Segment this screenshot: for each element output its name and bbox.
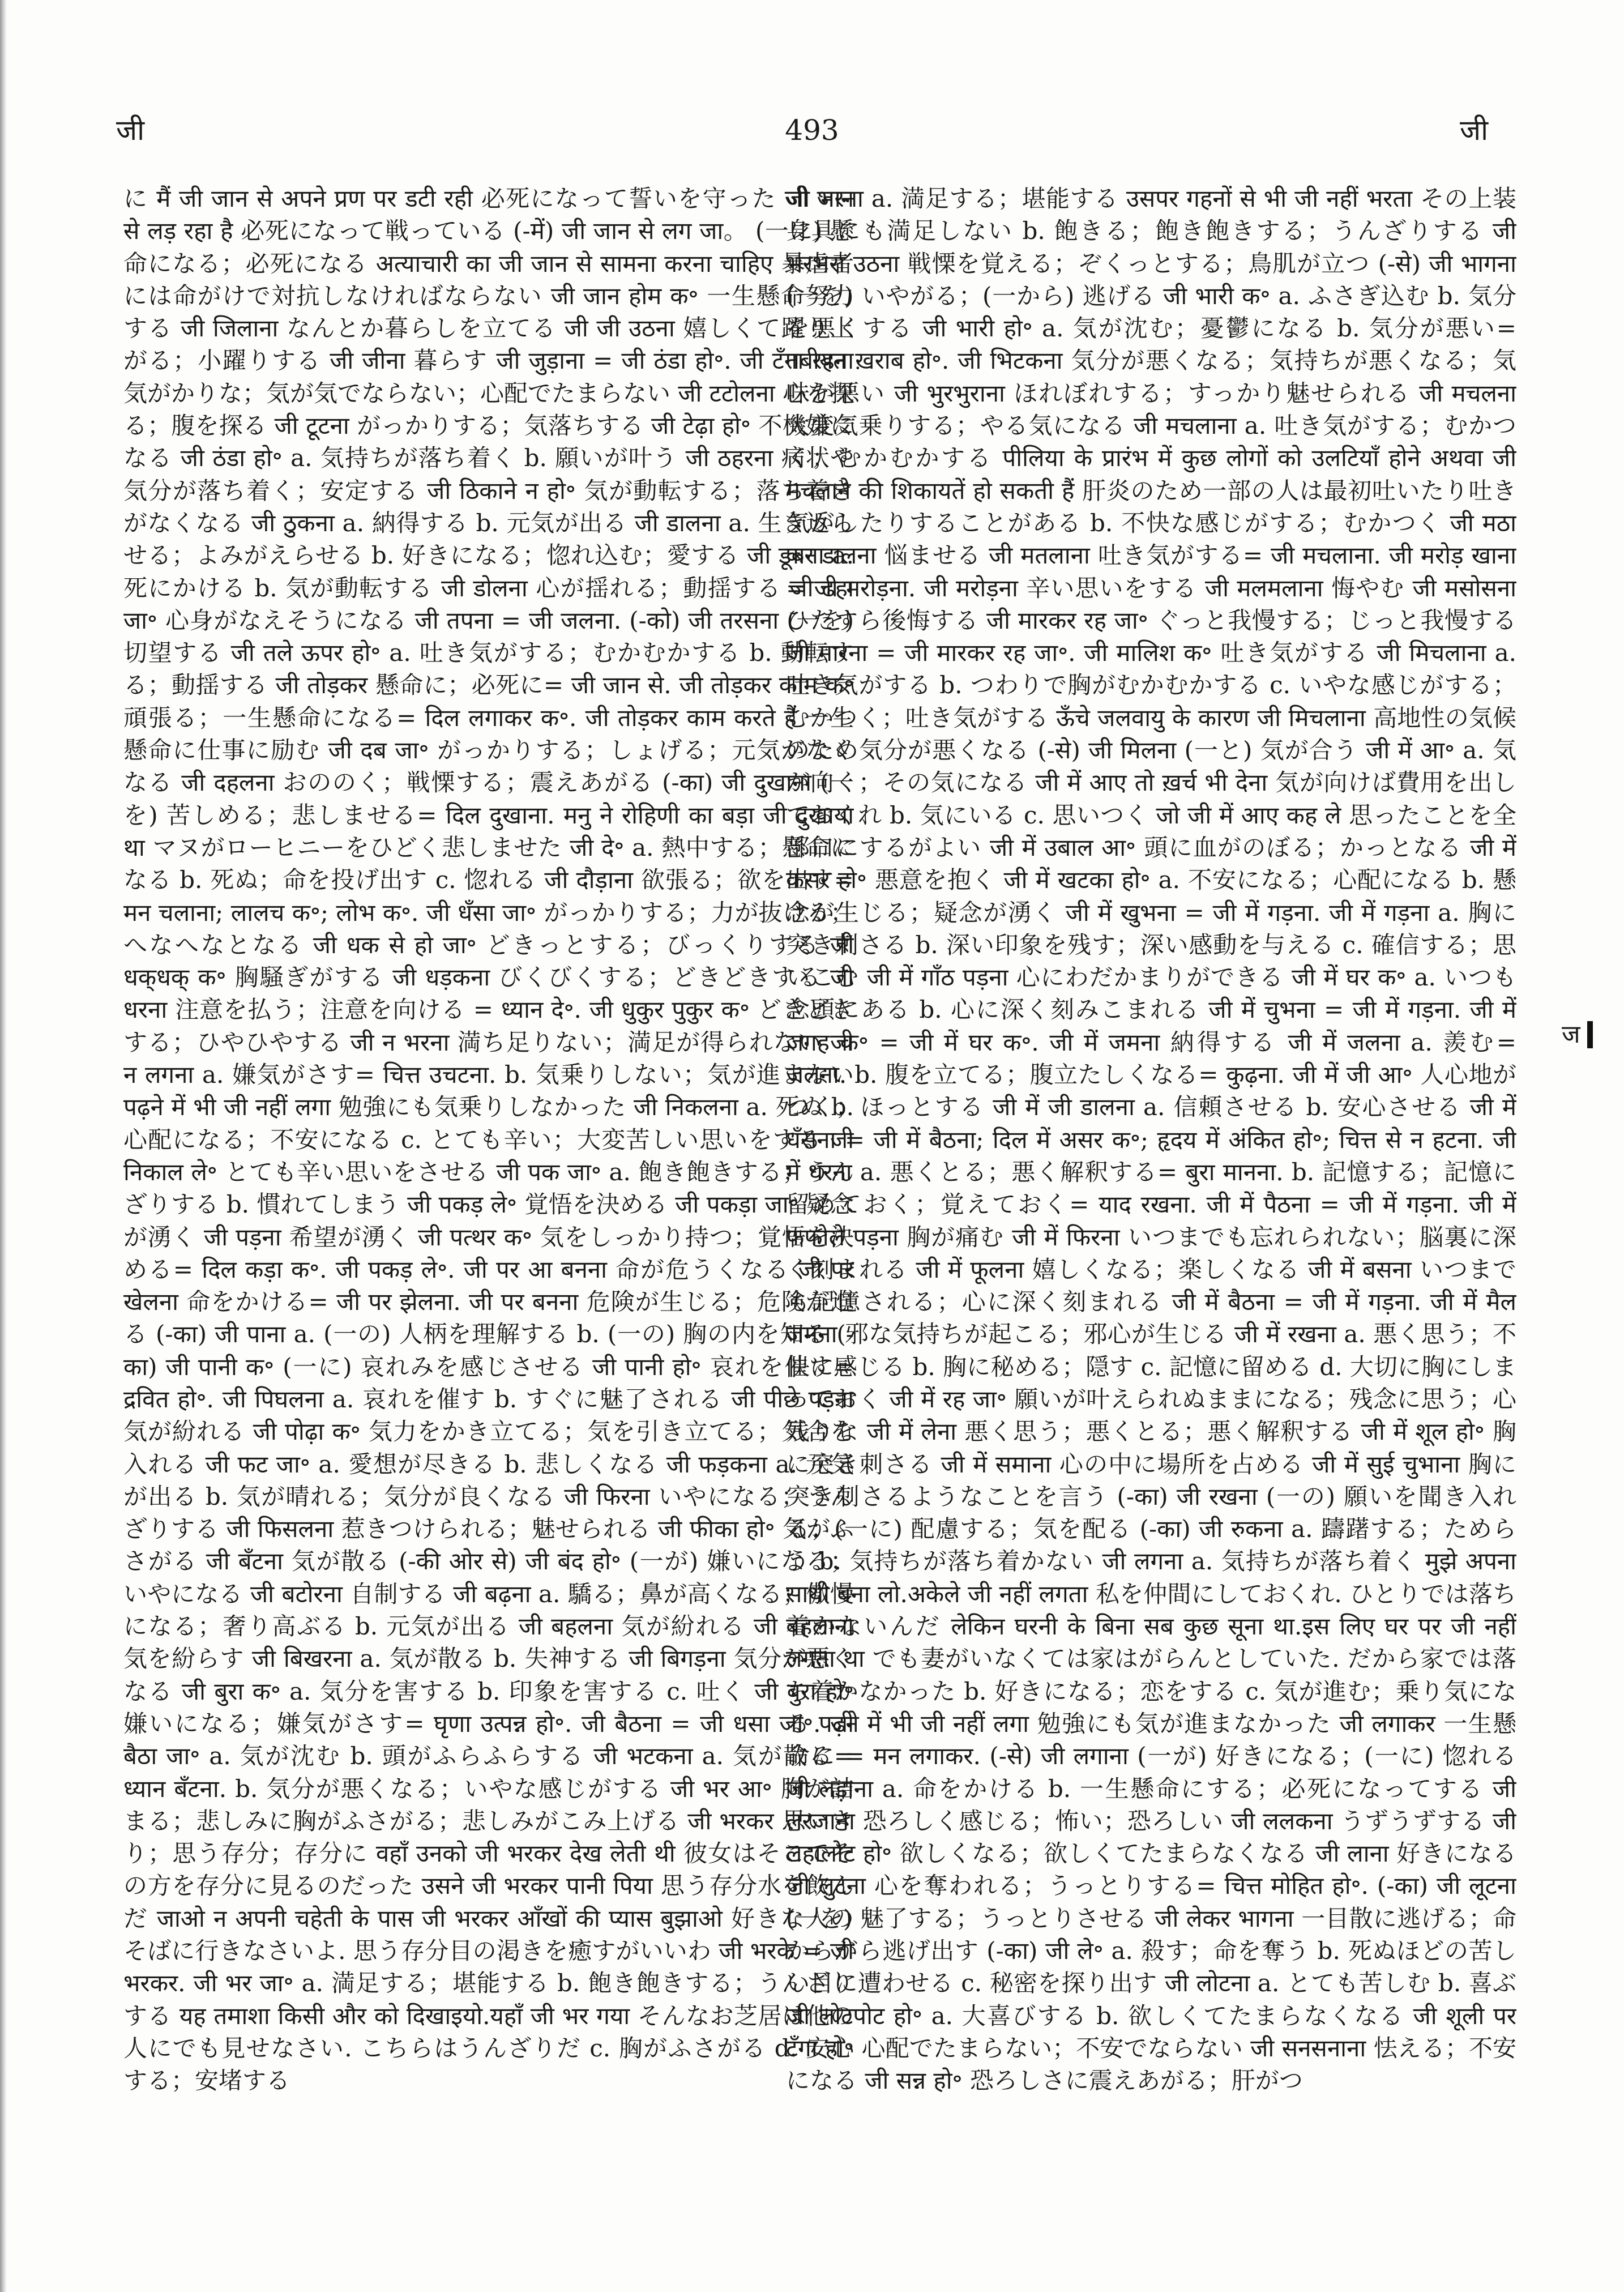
left-column	[123, 182, 854, 2272]
left-guide-word: जी	[116, 114, 145, 147]
page-binding-edge	[0, 0, 7, 2292]
right-column	[786, 182, 1516, 2272]
page-number: 493	[785, 114, 839, 147]
left-column-text: に मैं जी जान से अपने प्रण पर डटी रही 必死になって誓いを守った जी जान से लड़ रहा है 必死になって戦っている (-में) जी जान से लग जा。 (一に) 懸命になる；必死になる अत्याचारी का जी जान से सामना करना चाहिए 暴虐者には命がけで対抗しなければならない जी जान होम क॰ 一生懸命努力する जी जिलाना なんとか暮らしを立てる जी जी उठना 嬉しくて躍り上がる；小躍りする जी जीना 暮らす जी जुड़ाना = जी ठंडा हो॰. जी टँगा रहना 気がかりな；気が気でならない；心配でたまらない जी टटोलना 心を探る；腹を探る जी टूटना がっかりする；気落ちする जी टेढ़ा हो॰ 不機嫌になる जी ठंडा हो॰ a. 気持ちが落ち着く b. 願いが叶う जी ठहरना 病状や気分が落ち着く；安定する जी ठिकाने न हो॰ 気が動転する；落ち着きがなくなる जी ठुकना a. 納得する b. 元気が出る जी डालना a. 生き返らせる；よみがえらせる b. 好きになる；惚れ込む；愛する जी डूबना a. 死にかける b. 気が動転する जी डोलना 心が揺れる；動揺する जी ढहा जा॰ 心身がなえそうになる जी तपना = जी जलना. (-को) जी तरसना (一を) 切望する जी तले ऊपर हो॰ a. 吐き気がする；むかむかする b. 動転する；動揺する जी तोड़कर 懸命に；必死に= जी जान से. जी तोड़कर काम क॰ 頑張る；一生懸命になる= दिल लगाकर क॰. जी तोड़कर काम करते हैं 一生懸命に仕事に励む जी दब जा॰ がっかりする；しょげる；元気がなくなる जी दहलना おののく；戦慄する；震えあがる (-का) जी दुखाना (一を) 苦しめる；悲しませる= दिल दुखाना. मनु ने रोहिणी का बड़ा जी दुखाया था マヌがローヒニーをひどく悲しませた जी दे॰ a. 熱中する；懸命になる b. 死ぬ；命を投げ出す c. 惚れる जी दौड़ाना 欲張る；欲を出す= मन चलाना; लालच क॰; लोभ क॰. जी धँसा जा॰ がっかりする；力が抜ける；へなへなとなる जी धक से हो जा॰ どきっとする；びっくりする जी धक्‌धक् क॰ 胸騒ぎがする जी धड़कना びくびくする；どきどきする जी धरना 注意を払う；注意を向ける = ध्यान दे॰. जी धुकुर पुकुर क॰ どきどきする；ひやひやする जी न भरना 満ち足りない；満足が得られない जी न लगना a. 嫌気がさす= चित्त उचटना. b. 気乗りしない；気が進まない पढ़ने में भी जी नहीं लगा 勉強にも気乗りしなかった जी निकलना a. 死ぬ b. 心配になる；不安になる c. とても辛い；大変苦しい思いをする जी निकाल ले॰ とても辛い思いをさせる जी पक जा॰ a. 飽き飽きする；うんざりする b. 慣れてしまう जी पकड़ ले॰ 覚悟を決める जी पकड़ा जा॰ 疑念が湧く जी पड़ना 希望が湧く जी पत्थर क॰ 気をしっかり持つ；覚悟を決める= दिल कड़ा क॰. जी पकड़ ले॰. जी पर आ बनना 命が危うくなる जी पर खेलना 命をかける= जी पर झेलना. जी पर बनना 危険が生じる；危険が迫る (-का) जी पाना a. (一の) 人柄を理解する b. (一の) 胸の内を知る (-का) जी पानी क॰ (一に) 哀れみを感じさせる जी पानी हो॰ 哀れを催す= द्रवित हो॰. जी पिघलना a. 哀れを催す b. すぐに魅了される जी पीछे पड़ना 気が紛れる जी पोढ़ा क॰ 気力をかき立てる；気を引き立てる；気合を入れる जी फट जा॰ a. 愛想が尽きる b. 悲しくなる जी फड़कना a. 元気が出る b. 気が晴れる；気分が良くなる जी फिरना いやになる；うんざりする जी फिसलना 惹きつけられる；魅せられる जी फीका हो॰ 気がふさがる जी बँटना 気が散る (-की ओर से) जी बंद हो॰ (一が) 嫌いになる；いやになる जी बटोरना 自制する जी बढ़ना a. 驕る；鼻が高くなる；傲慢になる；奢り高ぶる b. 元気が出る जी बहलना 気が紛れる जी बहलाना 気を紛らす जी बिखरना a. 気が散る b. 失神する जी बिगड़ना 気分が悪くなる जी बुरा क॰ a. 気分を害する b. 印象を害する c. 吐く जी बुरा हो॰ 嫌いになる；嫌気がさす= घृणा उत्पन्न हो॰. जी बैठना = जी धसा जा॰. जी बैठा जा॰ a. 気が沈む b. 頭がふらふらする जी भटकना a. 気が散る= ध्यान बँटना. b. 気分が悪くなる；いやな感じがする जी भर आ॰ 胸が詰まる；悲しみに胸がふさがる；悲しみがこみ上げる जी भरकर 思いきり；思う存分；存分に वहाँ उनको जी भरकर देख लेती थी 彼女はそこでその方を存分に見るのだった उसने जी भरकर पानी पिया 思う存分水を飲んだ जाओ न अपनी चहेती के पास जी भरकर आँखों की प्यास बुझाओ 好きな人のそばに行きなさいよ. 思う存分目の渇きを癒すがいいわ जी भरके = जी भरकर. जी भर जा॰ a. 満足する；堪能する b. 飽き飽きする；うんざりする यह तमाशा किसी और को दिखाइयो.यहाँ जी भर गया そんなお芝居は他の人にでも見せなさい. こちらはうんざりだ c. 胸がふさがる d. 安心する；安堵する	[123, 185, 854, 2095]
right-guide-word: जी	[1460, 114, 1489, 147]
thumb-index-letter: ज	[1562, 1020, 1580, 1049]
right-column-text: जी भरना a. 満足する；堪能する उसपर गहनों से भी जी नहीं भरता その上装身具にも満足しない b. 飽きる；飽き飽きする；うんざりする जी भरभरा उठना 戦慄を覚える；ぞくっとする；鳥肌が立つ (-से) जी भागना (一を) いやがる；(一から) 逃げる जी भारी क॰ a. ふさぎ込む b. 気分を悪くする जी भारी हो॰ a. 気が沈む；憂鬱になる b. 気分が悪い= तबीयत ख़राब हो॰. जी भिटकना 気分が悪くなる；気持ちが悪くなる；気味が悪い जी भुरभुराना ほれぼれする；すっかり魅せられる जी मचलना 大変気乗りする；やる気になる जी मचलाना a. 吐き気がする；むかつく；むかむかする पीलिया के प्रारंभ में कुछ लोगों को उलटियाँ होने अथवा जी मचलाने की शिकायतें हो सकती हैं 肝炎のため一部の人は最初吐いたり吐き気がしたりすることがある b. 不快な感じがする；むかつく जी मठा कर डालना 悩ませる जी मतलाना 吐き気がする= जी मचलाना. जी मरोड़ खाना = जी मरोड़ना. जी मरोड़ना 辛い思いをする जी मलमलाना 悔やむ जी मसोसना ひたすら後悔する जी मारकर रह जा॰ ぐっと我慢する；じっと我慢する जी मारना = जी मारकर रह जा॰. जी मालिश क॰ 吐き気がする जी मिचलाना a. 吐き気がする b. つわりで胸がむかむかする c. いやな感じがする；むかつく；吐き気がする ऊँचे जलवायु के कारण जी मिचलाना 高地性の気候のため気分が悪くなる (-से) जी मिलना (一と) 気が合う जी में आ॰ a. 気が向く；その気になる जी में आए तो ख़र्च भी देना 気が向けば費用を出しておくれ b. 気にいる c. 思いつく जो जी में आए कह ले 思ったことを全部口にするがよい जी में उबाल आ॰ 頭に血がのぼる；かっとなる जी में कसर हो॰ 悪意を抱く जी में खटका हो॰ a. 不安になる；心配になる b. 懸念が生じる；疑念が湧く जी में खुभना = जी में गड़ना. जी में गड़ना a. 胸に突き刺さる b. 深い印象を残す；深い感動を与える c. 確信する；思いこむ जी में गाँठ पड़ना 心にわだかまりができる जी में घर क॰ a. いつも念頭にある b. 心に深く刻みこまれる जी में चुभना = जी में गड़ना. जी में जगह क॰ = जी में घर क॰. जी में जमना 納得する जी में जलना a. 羨む= जलना. b. 腹を立てる；腹立たしくなる= कुढ़ना. जी में जी आ॰ 人心地がつく；ほっとする जी में जी डालना a. 信頼させる b. 安心させる जी में धँसना = जी में बैठना; दिल में असर क॰; हृदय में अंकित हो॰; चित्त से न हटना. जी में धरना a. 悪くとる；悪く解釈する= बुरा मानना. b. 記憶する；記憶に留めておく；覚えておく= याद रखना. जी में पैठना = जी में गड़ना. जी में फफोले पड़ना 胸が痛む जी में फिरना いつまでも忘れられない；脳裏に深く刻まれる जी में फूलना 嬉しくなる；楽しくなる जी में बसना いつまでも記憶される；心に深く刻まれる जी में बैठना = जी में गड़ना. जी में मैल जमना 邪な気持ちが起こる；邪心が生じる जी में रखना a. 悪く思う；不快に感じる b. 胸に秘める；隠す c. 記憶に留める d. 大切に胸にしまっておく जी में रह जा॰ 願いが叶えられぬままになる；残念に思う；心残りな जी में लेना 悪く思う；悪くとる；悪く解釈する जी में शूल हो॰ 胸に突き刺さる जी में समाना 心の中に場所を占める जी में सुई चुभाना 胸に突き刺さるようなことを言う (-का) जी रखना (一の) 願いを聞き入れる；(一に) 配慮する；気を配る (-का) जी रुकना a. 躊躇する；ためらう b. 気持ちが落ち着かない जी लगना a. 気持ちが落ち着く मुझे अपना साथी बना लो.अकेले जी नहीं लगता 私を仲間にしておくれ. ひとりでは落ち着かないんだ लेकिन घरनी के बिना सब कुछ सूना था.इस लिए घर पर जी नहीं लगता था でも妻がいなくては家はがらんとしていた. だから家では落ち着かなかった b. 好きになる；恋をする c. 気が進む；乗り気になる पढ़ने में भी जी नहीं लगा 勉強にも気が進まなかった जी लगाकर 一生懸命に = मन लगाकर. (-से) जी लगाना (一が) 好きになる；(一に) 惚れる जी लड़ाना a. 命をかける b. 一生懸命にする；必死になってする जी लरजाना 恐ろしく感じる；怖い；恐ろしい जी ललकना うずうずする जी लहालोट हो॰ 欲しくなる；欲しくてたまらなくなる जी लाना 好きになる जी लुटना 心を奪われる；うっとりする= चित्त मोहित हो॰. (-का) जी लूटना (一を) 魅了する；うっとりさせる जी लेकर भागना 一目散に逃げる；命からがら逃げ出す (-का) जी ले॰ a. 殺す；命を奪う b. 死ぬほどの苦しい目に遭わせる c. 秘密を探り出す जी लोटना a. とても苦しむ b. 喜ぶ जी लोटपोट हो॰ a. 大喜びする b. 欲しくてたまらなくなる जी शूली पर टँगा हो॰ 心配でたまらない；不安でならない जी सनसनाना 怯える；不安になる जी सन्न हो॰ 恐ろしさに震えあがる；肝がつ	[786, 185, 1516, 2095]
thumb-index-tab	[1562, 1018, 1593, 1052]
thumb-index-marker	[1587, 1021, 1593, 1048]
